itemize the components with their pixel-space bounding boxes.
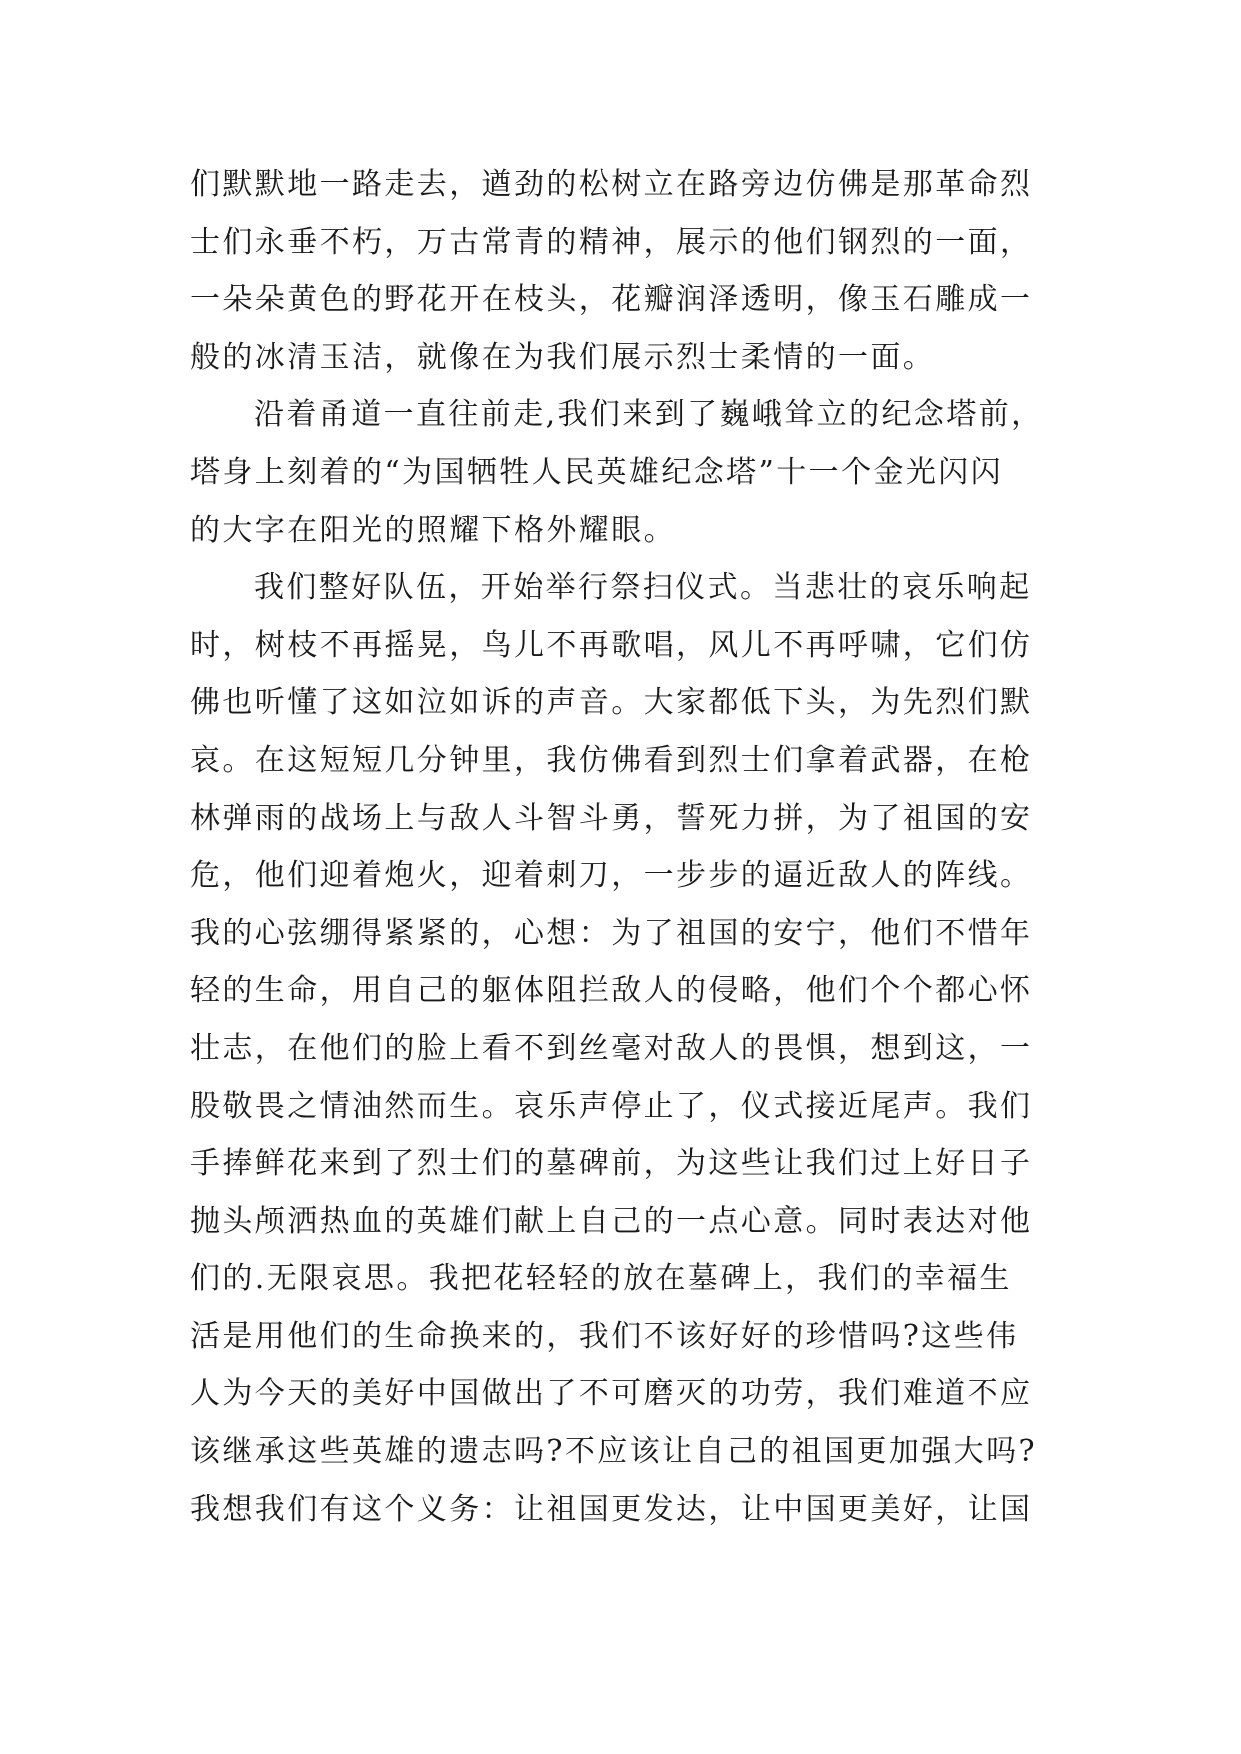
text-line: 一朵朵黄色的野花开在枝头，花瓣润泽透明，像玉石雕成一 bbox=[190, 282, 1033, 318]
body-text bbox=[190, 156, 1060, 1538]
text-line: 活是用他们的生命换来的，我们不该好好的珍惜吗?这些伟 bbox=[190, 1318, 1019, 1354]
text-line: 轻的生命，用自己的躯体阻拦敌人的侵略，他们个个都心怀 bbox=[190, 973, 1033, 1009]
text-line: 该继承这些英雄的遗志吗?不应该让自己的祖国更加强大吗? bbox=[190, 1434, 1037, 1470]
text-line: 我们整好队伍，开始举行祭扫仪式。当悲壮的哀乐响起 bbox=[254, 570, 1032, 606]
text-line: 哀。在这短短几分钟里，我仿佛看到烈士们拿着武器，在枪 bbox=[190, 742, 1033, 778]
text-line: 我的心弦绷得紧紧的，心想：为了祖国的安宁，他们不惜年 bbox=[190, 915, 1033, 951]
text-line: 手捧鲜花来到了烈士们的墓碑前，为这些让我们过上好日子 bbox=[190, 1146, 1033, 1182]
text-line: 们默默地一路走去，遒劲的松树立在路旁边仿佛是那革命烈 bbox=[190, 167, 1033, 202]
text-line: 佛也听懂了这如泣如诉的声音。大家都低下头，为先烈们默 bbox=[190, 685, 1033, 721]
text-line: 人为今天的美好中国做出了不可磨灭的功劳，我们难道不应 bbox=[190, 1376, 1033, 1412]
text-line: 林弹雨的战场上与敌人斗智斗勇，誓死力拼，为了祖国的安 bbox=[190, 800, 1033, 836]
text-line: 抛头颅洒热血的英雄们献上自己的一点心意。同时表达对他 bbox=[190, 1203, 1033, 1239]
text-line: 沿着甬道一直往前走,我们来到了巍峨耸立的纪念塔前， bbox=[254, 397, 1044, 433]
text-line: 般的冰清玉洁，就像在为我们展示烈士柔情的一面。 bbox=[190, 339, 936, 375]
text-line: 我想我们有这个义务：让祖国更发达，让中国更美好，让国 bbox=[190, 1491, 1033, 1527]
text-line: 壮志，在他们的脸上看不到丝毫对敌人的畏惧，想到这，一 bbox=[190, 1030, 1033, 1066]
text-line: 们的.无限哀思。我把花轻轻的放在墓碑上，我们的幸福生 bbox=[190, 1261, 1012, 1297]
text-line: 的大字在阳光的照耀下格外耀眼。 bbox=[190, 512, 676, 548]
text-line: 危，他们迎着炮火，迎着刺刀，一步步的逼近敌人的阵线。 bbox=[190, 858, 1033, 894]
text-line: 股敬畏之情油然而生。哀乐声停止了，仪式接近尾声。我们 bbox=[190, 1088, 1033, 1124]
text-line: 时，树枝不再摇晃，鸟儿不再歌唱，风儿不再呼啸，它们仿 bbox=[190, 627, 1033, 663]
text-line: 士们永垂不朽，万古常青的精神，展示的他们钢烈的一面， bbox=[190, 224, 1033, 260]
text-line: 塔身上刻着的“为国牺牲人民英雄纪念塔”十一个金光闪闪 bbox=[190, 454, 1004, 490]
